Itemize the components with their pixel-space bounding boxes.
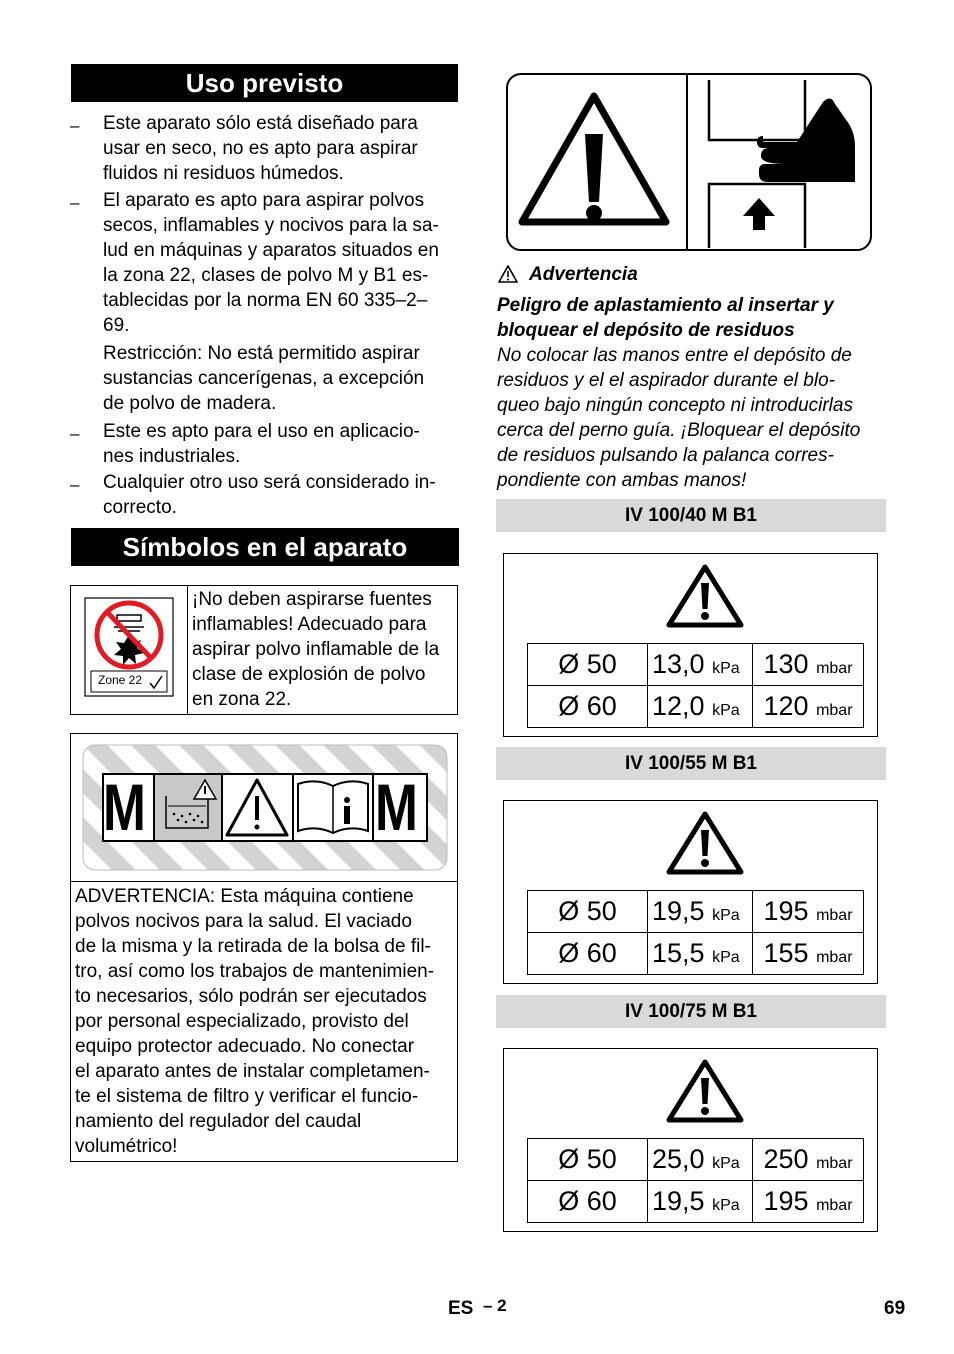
warning-triangle-icon xyxy=(665,810,745,876)
mbar-value: 250 xyxy=(763,1144,809,1174)
hazard-heading xyxy=(497,293,887,343)
text-line: cerca del perno guía. ¡Bloquear el depósito xyxy=(497,420,861,441)
list-item-line: Restricción: No está permitido aspirar xyxy=(103,343,420,364)
mbar-unit: mbar xyxy=(816,907,853,924)
kpa-unit: kPa xyxy=(712,1155,740,1172)
text-line: Peligro de aplastamiento al insertar y xyxy=(497,295,834,316)
text-line: clase de explosión de polvo xyxy=(192,664,426,685)
list-item-line: correcto. xyxy=(103,497,177,518)
kpa-unit: kPa xyxy=(712,702,740,719)
kpa-value: 19,5 xyxy=(652,1186,705,1216)
warning-triangle-icon xyxy=(665,563,745,629)
kpa-value: 25,0 xyxy=(652,1144,705,1174)
list-item-line: sustancias cancerígenas, a excepción xyxy=(103,368,425,389)
text-line: polvos nocivos para la salud. El vaciado xyxy=(75,911,412,932)
list-item-line: Cualquier otro uso será considerado in- xyxy=(103,472,436,493)
symbol-table-2 xyxy=(70,733,458,1162)
kpa-cell xyxy=(648,644,753,686)
bullet-dash: – xyxy=(70,424,80,443)
mbar-cell xyxy=(753,1181,864,1223)
list-item-line: lud en máquinas y aparatos situados en xyxy=(103,240,439,261)
spec-panel xyxy=(503,800,878,984)
list-item xyxy=(103,419,461,469)
m-class-left: M xyxy=(103,770,146,844)
divider xyxy=(187,586,188,714)
bullet-dash: – xyxy=(70,193,80,212)
spec-panel xyxy=(503,553,878,737)
text-line: ¡No deben aspirarse fuentes xyxy=(192,589,432,610)
symbol-1-description xyxy=(192,587,457,712)
list-item-line: 69. xyxy=(103,315,130,336)
table-row xyxy=(528,1181,864,1223)
model-header: IV 100/40 M B1 xyxy=(496,499,886,532)
text-line: pondiente con ambas manos! xyxy=(497,470,747,491)
kpa-cell xyxy=(648,891,753,933)
diameter-cell: Ø 50 xyxy=(528,891,648,933)
warning-triangle-icon xyxy=(497,264,519,284)
kpa-cell xyxy=(648,933,753,975)
zone-label: Zone 22 xyxy=(98,673,143,687)
table-row xyxy=(528,1139,864,1181)
text-line: de la misma y la retirada de la bolsa de fil- xyxy=(75,936,431,957)
text-line: aspirar polvo inflamable de la xyxy=(192,639,440,660)
model-header: IV 100/55 M B1 xyxy=(496,747,886,780)
model-header: IV 100/75 M B1 xyxy=(496,995,886,1028)
text-line: namiento del regulador del caudal xyxy=(75,1111,362,1132)
kpa-cell xyxy=(648,1139,753,1181)
list-item-line: Este es apto para el uso en aplicacio- xyxy=(103,421,420,442)
list-item-line: nes industriales. xyxy=(103,446,241,467)
kpa-value: 13,0 xyxy=(652,649,705,679)
diameter-cell: Ø 50 xyxy=(528,644,648,686)
text-line: queo bajo ningún concepto ni introducirlas xyxy=(497,395,853,416)
text-line: residuos y el el aspirador durante el blo- xyxy=(497,370,835,391)
hazard-text xyxy=(497,343,887,493)
table-row xyxy=(528,933,864,975)
mbar-unit: mbar xyxy=(816,660,853,677)
text-line: ADVERTENCIA: Esta máquina contiene xyxy=(75,886,414,907)
list-item-note xyxy=(103,341,461,416)
m-class-right: M xyxy=(375,770,418,844)
text-line: No colocar las manos entre el depósito de xyxy=(497,345,852,366)
mbar-unit: mbar xyxy=(816,702,853,719)
warning-text xyxy=(75,884,457,1159)
list-item-line: fluidos ni residuos húmedos. xyxy=(103,163,344,184)
warning-triangle-icon xyxy=(665,1058,745,1124)
mbar-value: 155 xyxy=(763,938,809,968)
text-line: tro, así como los trabajos de mantenimien- xyxy=(75,961,435,982)
text-line: el aparato antes de instalar completamen- xyxy=(75,1061,430,1082)
diameter-cell: Ø 50 xyxy=(528,1139,648,1181)
text-line: te el sistema de filtro y verificar el funcio- xyxy=(75,1086,419,1107)
list-item-line: secos, inflamables y nocivos para la sa- xyxy=(103,215,439,236)
text-line: equipo protector adecuado. No conectar xyxy=(75,1036,415,1057)
divider xyxy=(71,881,457,882)
kpa-unit: kPa xyxy=(712,907,740,924)
text-line: inflamables! Adecuado para xyxy=(192,614,427,635)
bullet-dash: – xyxy=(70,475,80,494)
crush-hazard-pictogram xyxy=(505,72,873,252)
kpa-value: 19,5 xyxy=(652,896,705,926)
table-row xyxy=(528,644,864,686)
spec-panel xyxy=(503,1048,878,1232)
mbar-cell xyxy=(753,933,864,975)
list-item xyxy=(103,470,461,520)
text-line: por personal especializado, provisto del xyxy=(75,1011,409,1032)
mbar-cell xyxy=(753,1139,864,1181)
text-line: volumétrico! xyxy=(75,1136,178,1157)
mbar-value: 195 xyxy=(763,896,809,926)
kpa-cell xyxy=(648,686,753,728)
text-line: to necesarios, sólo podrán ser ejecutados xyxy=(75,986,427,1007)
list-item-line: Este aparato sólo está diseñado para xyxy=(103,113,418,134)
pressure-table xyxy=(527,643,864,728)
text-line: en zona 22. xyxy=(192,689,292,710)
mbar-unit: mbar xyxy=(816,1155,853,1172)
mbar-unit: mbar xyxy=(816,1197,853,1214)
list-item xyxy=(103,111,461,186)
mbar-cell xyxy=(753,686,864,728)
advertencia-title: Advertencia xyxy=(529,264,638,285)
kpa-cell xyxy=(648,1181,753,1223)
list-item xyxy=(103,188,461,338)
page-number: 69 xyxy=(884,1298,906,1319)
section-title-simbolos: Símbolos en el aparato xyxy=(71,528,459,566)
bullet-dash: – xyxy=(70,116,80,135)
text-line: bloquear el depósito de residuos xyxy=(497,320,795,341)
list-item-line: usar en seco, no es apto para aspirar xyxy=(103,138,418,159)
symbol-table-1 xyxy=(70,585,458,715)
footer-language: ES xyxy=(448,1298,474,1319)
kpa-unit: kPa xyxy=(712,1197,740,1214)
kpa-value: 15,5 xyxy=(652,938,705,968)
diameter-cell: Ø 60 xyxy=(528,933,648,975)
pressure-table xyxy=(527,1138,864,1223)
footer-subpage: – 2 xyxy=(483,1296,507,1315)
section-title-uso-previsto: Uso previsto xyxy=(71,64,458,102)
mbar-cell xyxy=(753,644,864,686)
kpa-value: 12,0 xyxy=(652,691,705,721)
list-item-line: de polvo de madera. xyxy=(103,393,277,414)
mbar-unit: mbar xyxy=(816,949,853,966)
kpa-unit: kPa xyxy=(712,660,740,677)
mbar-value: 130 xyxy=(763,649,809,679)
mbar-value: 120 xyxy=(763,691,809,721)
mbar-value: 195 xyxy=(763,1186,809,1216)
list-item-line: tablecidas por la norma EN 60 335–2– xyxy=(103,290,428,311)
table-row xyxy=(528,891,864,933)
pressure-table xyxy=(527,890,864,975)
list-item-line: la zona 22, clases de polvo M y B1 es- xyxy=(103,265,429,286)
kpa-unit: kPa xyxy=(712,949,740,966)
diameter-cell: Ø 60 xyxy=(528,1181,648,1223)
table-row xyxy=(528,686,864,728)
mbar-cell xyxy=(753,891,864,933)
list-item-line: El aparato es apto para aspirar polvos xyxy=(103,190,425,211)
text-line: de residuos pulsando la palanca corres- xyxy=(497,445,834,466)
diameter-cell: Ø 60 xyxy=(528,686,648,728)
